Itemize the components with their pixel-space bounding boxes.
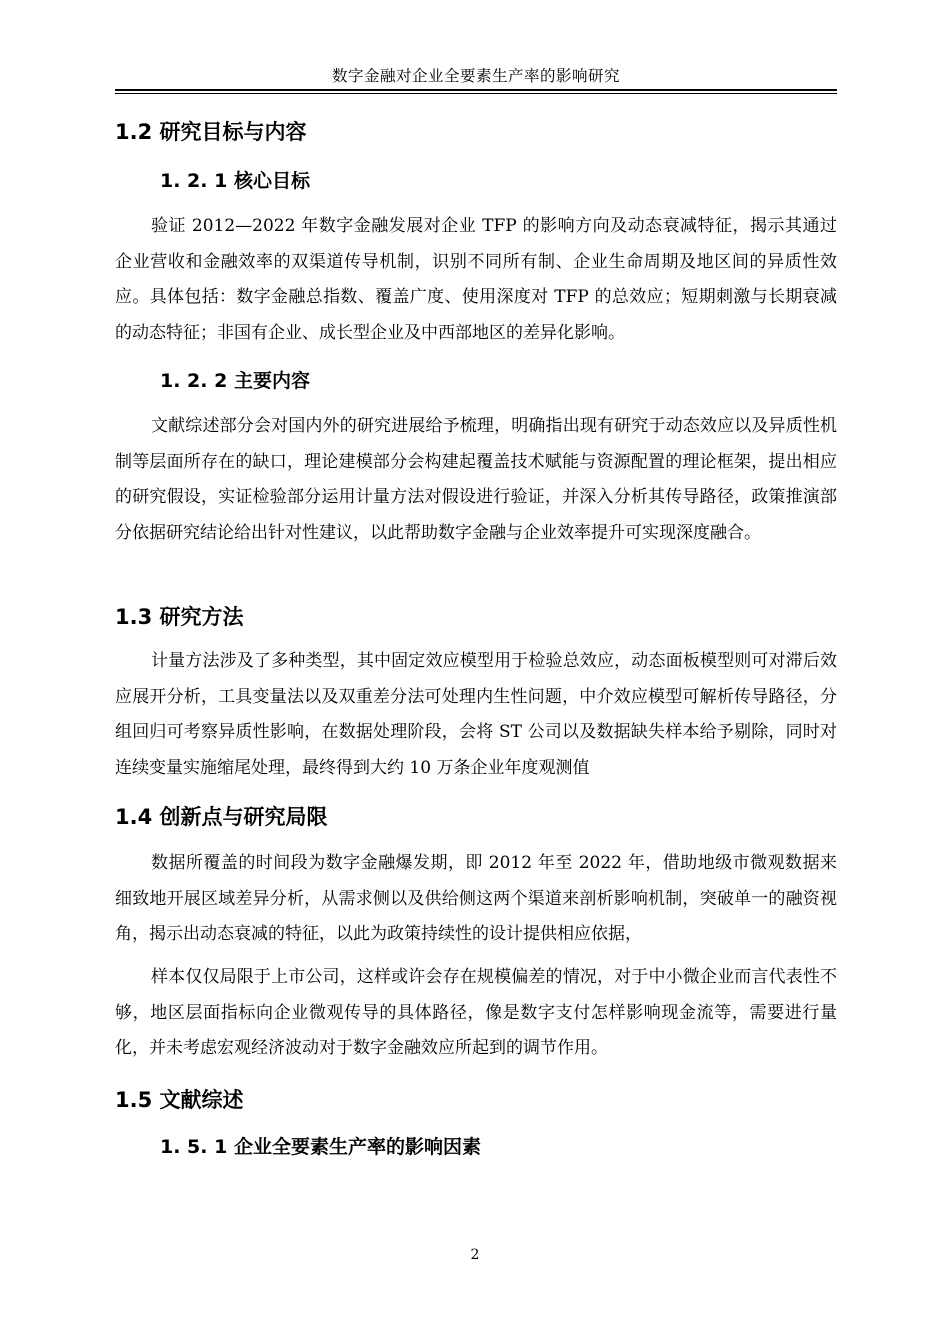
section-1-3-paragraph: 计量方法涉及了多种类型，其中固定效应模型用于检验总效应，动态面板模型则可对滞后效应展开分析，工具变量法以及双重差分法可处理内生性问题，中介效应模型可解析传导路径，分组回归可考察异质性影响，在数据处理阶段，会将 ST 公司以及数据缺失样本给予剔除，同时对连续变量实施缩尾处理，最终得到大约 10 万条企业年度观测值 [115,651,837,778]
section-1-4-title: 1.4 创新点与研究局限 [115,805,328,829]
page-number: 2 [470,1247,480,1263]
header-rule-thick [115,89,837,91]
section-1-4-paragraph-1: 数据所覆盖的时间段为数字金融爆发期，即 2012 年至 2022 年，借助地级市微观数据来细致地开展区域差异分析，从需求侧以及供给侧这两个渠道来剖析影响机制，突破单一的融资视角，揭示出动态衰减的特征，以此为政策持续性的设计提供相应依据， [115,853,837,944]
section-1-5-title: 1.5 文献综述 [115,1088,244,1112]
section-1-2-2-paragraph: 文献综述部分会对国内外的研究进展给予梳理，明确指出现有研究于动态效应以及异质性机制等层面所存在的缺口，理论建模部分会构建起覆盖技术赋能与资源配置的理论框架，提出相应的研究假设，实证检验部分运用计量方法对假设进行验证，并深入分析其传导路径，政策推演部分依据研究结论给出针对性建议，以此帮助数字金融与企业效率提升可实现深度融合。 [115,416,837,543]
section-1-4-paragraph-2: 样本仅仅局限于上市公司，这样或许会存在规模偏差的情况，对于中小微企业而言代表性不够，地区层面指标向企业微观传导的具体路径，像是数字支付怎样影响现金流等，需要进行量化，并未考虑宏观经济波动对于数字金融效应所起到的调节作用。 [115,967,837,1058]
section-1-2-title: 1.2 研究目标与内容 [115,120,307,144]
section-1-2-1-paragraph: 验证 2012—2022 年数字金融发展对企业 TFP 的影响方向及动态衰减特征，揭示其通过企业营收和金融效率的双渠道传导机制，识别不同所有制、企业生命周期及地区间的异质性效应。具体包括：数字金融总指数、覆盖广度、使用深度对 TFP 的总效应；短期刺激与长期衰减的动态特征；非国有企业、成长型企业及中西部地区的差异化影响。 [115,216,837,343]
running-header: 数字金融对企业全要素生产率的影响研究 [331,67,620,85]
section-1-2-2-title: 1. 2. 2 主要内容 [160,370,310,392]
section-1-2-1-title: 1. 2. 1 核心目标 [160,170,310,192]
section-1-3-title: 1.3 研究方法 [115,605,244,629]
header-rule-thin [115,93,837,94]
section-1-5-1-title: 1. 5. 1 企业全要素生产率的影响因素 [160,1136,481,1158]
